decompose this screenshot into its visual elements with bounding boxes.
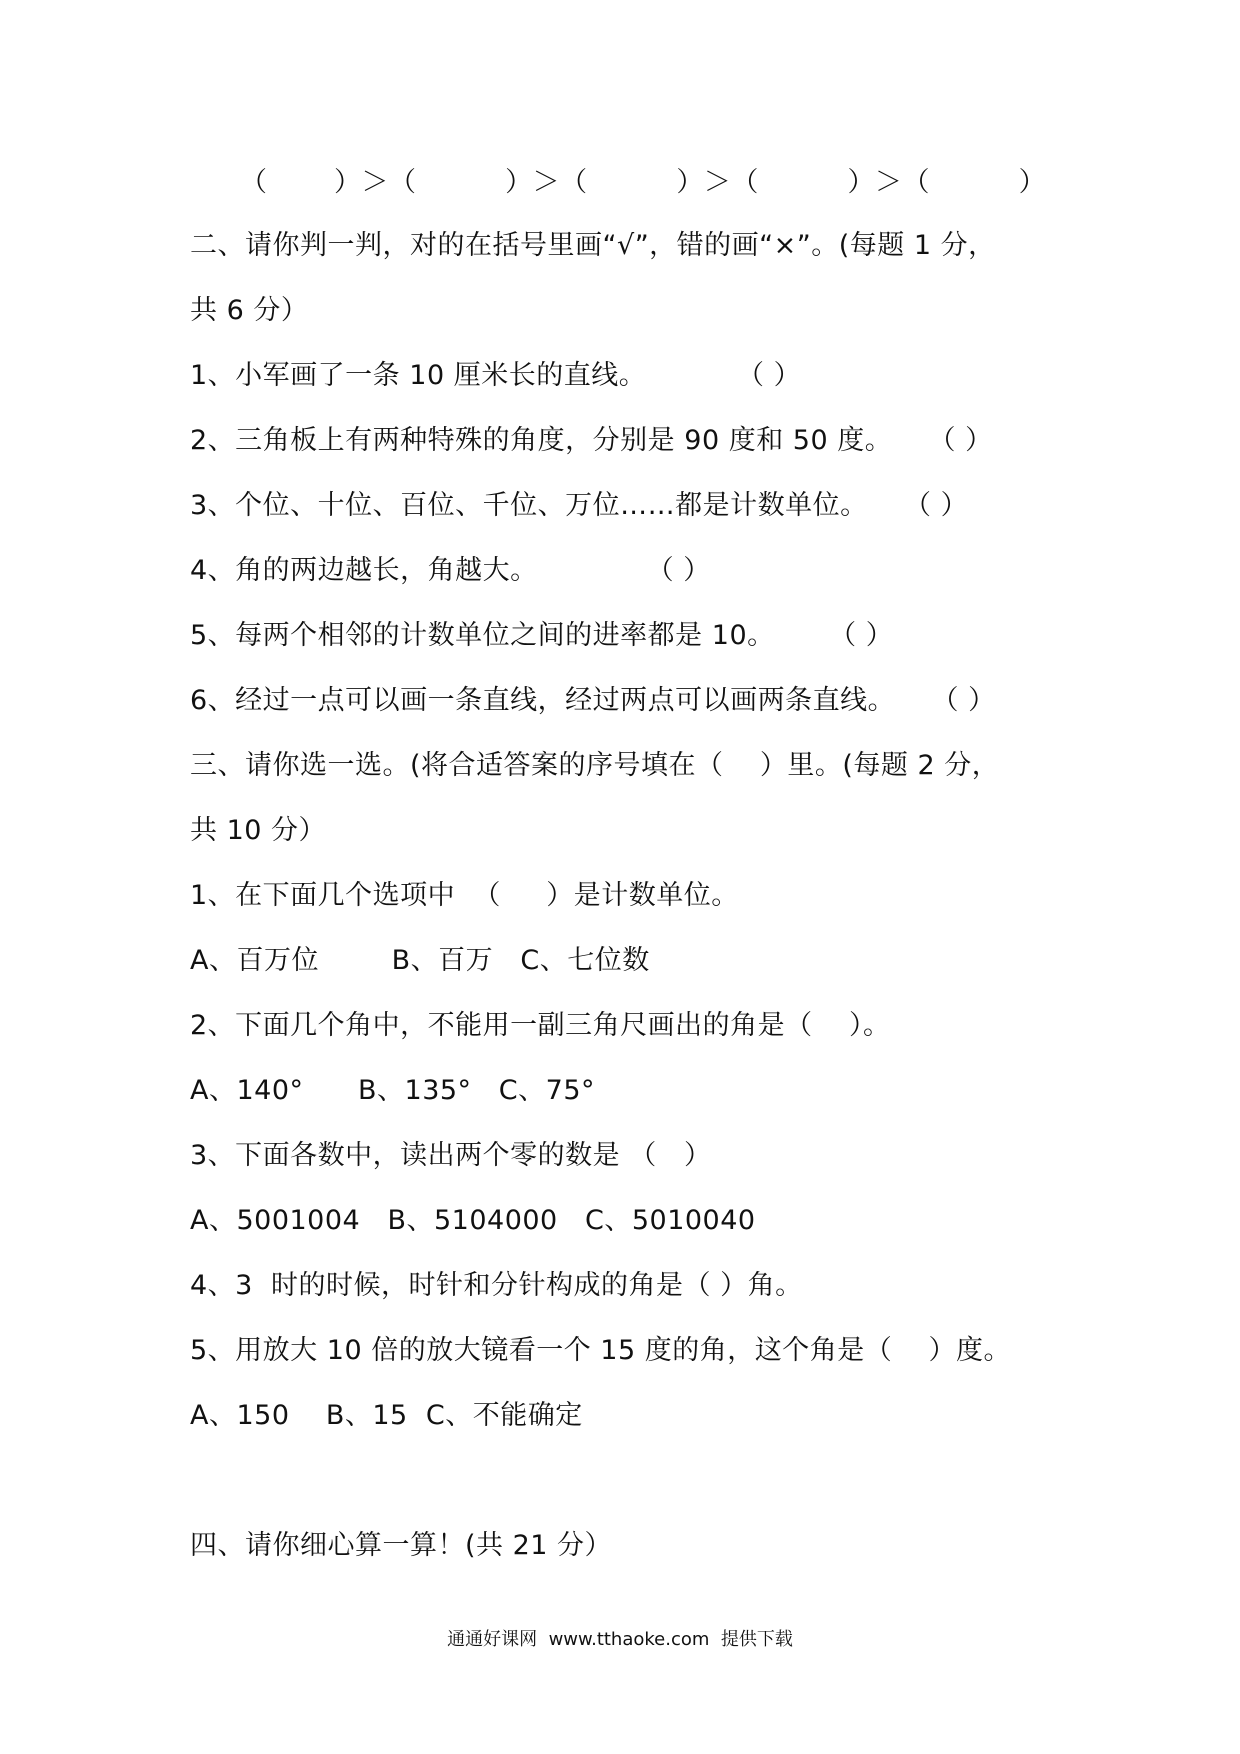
- section4-heading: 四、请你细心算一算！(共 21 分）: [190, 1530, 613, 1561]
- judge-item-2: 2、三角板上有两种特殊的角度，分别是 90 度和 50 度。 （ ）: [190, 425, 993, 456]
- section3-heading: 三、请你选一选。(将合适答案的序号填在（ ）里。(每题 2 分，: [190, 750, 1000, 781]
- choice-question-2: 2、下面几个角中，不能用一副三角尺画出的角是（ ）。: [190, 1010, 891, 1041]
- choice-options-3: A、5001004 B、5104000 C、5010040: [190, 1205, 756, 1236]
- judge-item-6: 6、经过一点可以画一条直线，经过两点可以画两条直线。 （ ）: [190, 685, 996, 716]
- judge-item-1: 1、小军画了一条 10 厘米长的直线。 （ ）: [190, 360, 802, 391]
- section2-heading-cont: 共 6 分）: [190, 295, 309, 326]
- choice-question-1: 1、在下面几个选项中 （ ）是计数单位。: [190, 880, 739, 911]
- judge-item-4: 4、角的两边越长，角越大。 （ ）: [190, 555, 711, 586]
- footer-source: 通通好课网 www.tthaoke.com 提供下载: [447, 1629, 793, 1650]
- judge-item-3: 3、个位、十位、百位、千位、万位……都是计数单位。 （ ）: [190, 490, 969, 521]
- section3-heading-cont: 共 10 分）: [190, 815, 327, 846]
- choice-question-3: 3、下面各数中，读出两个零的数是 （ ）: [190, 1140, 712, 1171]
- judge-item-5: 5、每两个相邻的计数单位之间的进率都是 10。 （ ）: [190, 620, 894, 651]
- choice-question-4: 4、3 时的时候，时针和分针构成的角是（ ）角。: [190, 1270, 803, 1301]
- choice-options-5: A、150 B、15 C、不能确定: [190, 1400, 583, 1431]
- choice-options-2: A、140° B、135° C、75°: [190, 1075, 596, 1106]
- section2-heading: 二、请你判一判，对的在括号里画“√”，错的画“×”。(每题 1 分，: [190, 230, 996, 261]
- choice-options-1: A、百万位 B、百万 C、七位数: [190, 945, 650, 976]
- choice-question-5: 5、用放大 10 倍的放大镜看一个 15 度的角，这个角是（ ）度。: [190, 1335, 1012, 1366]
- inequality-row: （ ）＞（ ）＞（ ）＞（ ）＞（ ）: [240, 167, 1047, 198]
